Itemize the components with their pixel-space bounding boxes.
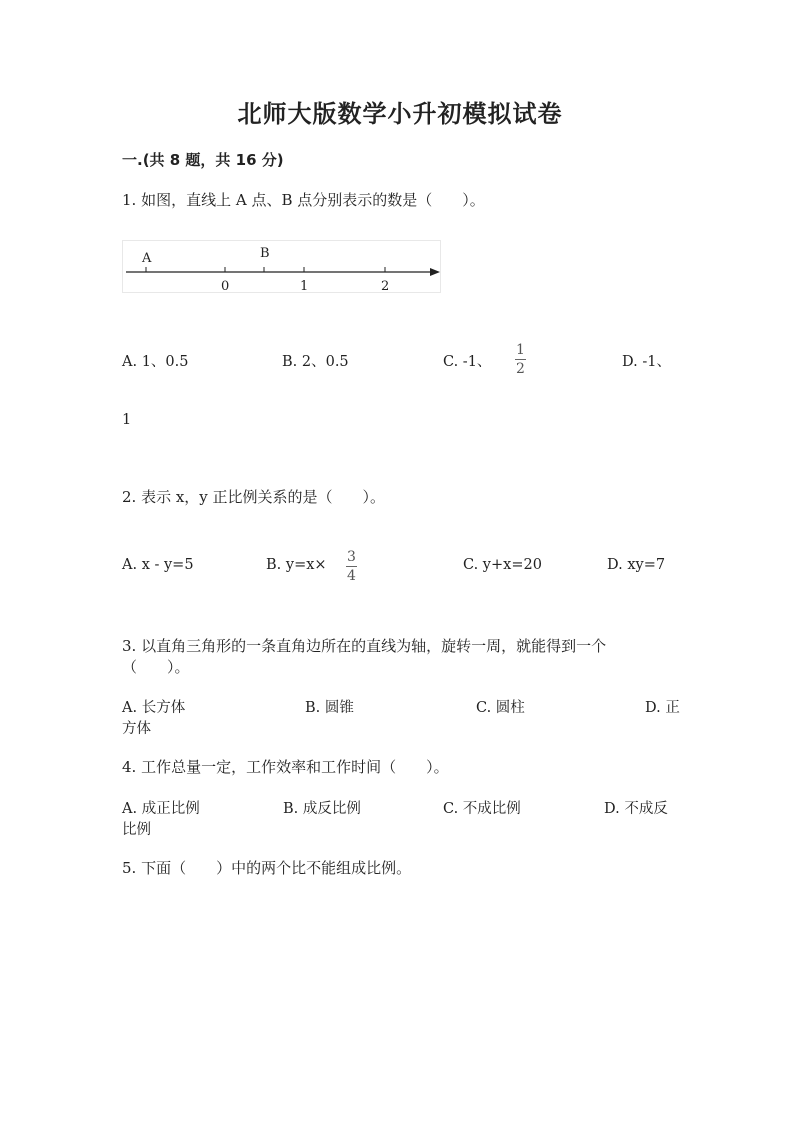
fraction-bar [515, 359, 526, 360]
fraction-denominator: 2 [516, 361, 525, 377]
question-4-stem: 4. 工作总量一定，工作效率和工作时间（ ）。 [122, 758, 449, 776]
q1-option-c-fraction [515, 342, 526, 377]
q2-option-b[interactable]: B. y=x× [266, 557, 327, 573]
section-header: 一.(共 8 题，共 16 分) [122, 151, 284, 169]
figure-frame [123, 241, 441, 293]
question-2-stem: 2. 表示 x，y 正比例关系的是（ ）。 [122, 488, 386, 506]
question-1-stem: 1. 如图，直线上 A 点、B 点分别表示的数是（ ）。 [122, 191, 485, 209]
question-3-stem-line2: （ ）。 [122, 658, 190, 676]
q1-option-d-continued: 1 [122, 412, 132, 428]
q3-option-c[interactable]: C. 圆柱 [476, 700, 525, 716]
q1-option-c[interactable]: C. -1、 [443, 354, 492, 370]
q4-option-c[interactable]: C. 不成比例 [443, 801, 521, 817]
point-label-a: A [142, 251, 152, 266]
q2-option-c[interactable]: C. y+x=20 [463, 557, 542, 573]
fraction-bar [346, 566, 357, 567]
q4-option-d[interactable]: D. 不成反 [604, 801, 668, 817]
point-label-b: B [260, 246, 270, 261]
q3-option-d-continued: 方体 [122, 721, 151, 737]
q1-option-d[interactable]: D. -1、 [622, 354, 671, 370]
q4-option-b[interactable]: B. 成反比例 [283, 801, 361, 817]
q3-option-d[interactable]: D. 正 [645, 700, 680, 716]
question-5-stem: 5. 下面（ ）中的两个比不能组成比例。 [122, 859, 412, 877]
q2-option-d[interactable]: D. xy=7 [607, 557, 666, 573]
q4-option-d-continued: 比例 [122, 822, 151, 838]
q3-option-b[interactable]: B. 圆锥 [305, 700, 354, 716]
fraction-numerator: 1 [516, 342, 525, 358]
tick-label-1: 1 [300, 279, 309, 294]
fraction-numerator: 3 [347, 549, 356, 565]
page-title: 北师大版数学小升初模拟试卷 [237, 100, 563, 128]
q1-option-b[interactable]: B. 2、0.5 [282, 354, 349, 370]
tick-label-0: 0 [221, 279, 230, 294]
q2-option-b-fraction [346, 549, 357, 584]
fraction-denominator: 4 [347, 568, 356, 584]
q2-option-a[interactable]: A. x - y=5 [122, 557, 194, 573]
q4-option-a[interactable]: A. 成正比例 [122, 801, 200, 817]
question-3-stem-line1: 3. 以直角三角形的一条直角边所在的直线为轴，旋转一周，就能得到一个 [122, 637, 607, 655]
number-line-figure [122, 240, 444, 294]
q3-option-a[interactable]: A. 长方体 [122, 700, 186, 716]
tick-label-2: 2 [381, 279, 390, 294]
q1-option-a[interactable]: A. 1、0.5 [122, 354, 189, 370]
